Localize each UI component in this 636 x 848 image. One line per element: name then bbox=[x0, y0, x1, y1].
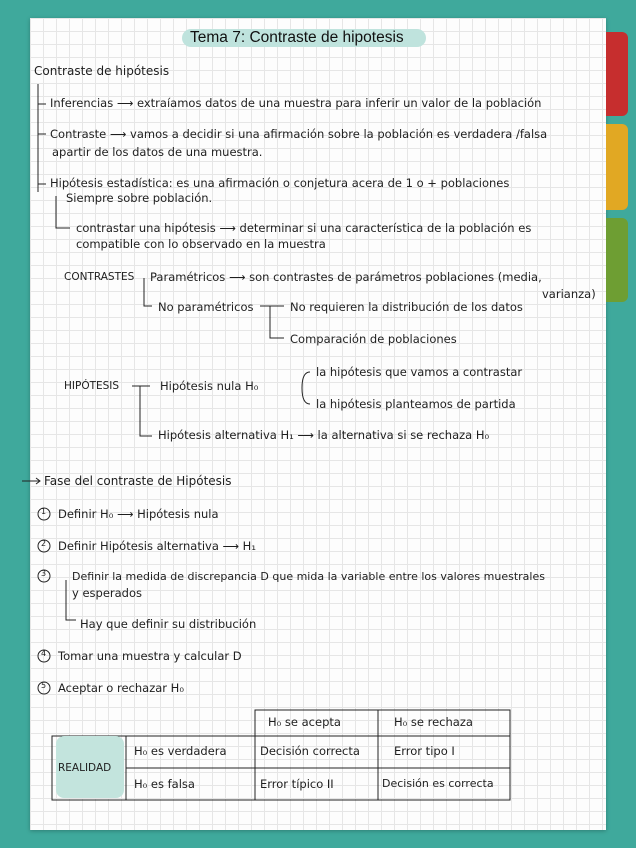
no-parametricos: No paramétricos bbox=[158, 300, 254, 314]
fase-heading: Fase del contraste de Hipótesis bbox=[44, 474, 232, 488]
step-4: Tomar una muestra y calcular D bbox=[58, 649, 242, 663]
hipotesis-line-1: Hipótesis estadística: es una afirmación o conjetura acera de 1 o + poblaciones bbox=[50, 176, 510, 190]
step-2-num: 2 bbox=[41, 539, 47, 548]
step-3-num: 3 bbox=[41, 569, 47, 578]
step-3b: Hay que definir su distribución bbox=[80, 617, 257, 631]
step-5: Aceptar o rechazar H₀ bbox=[58, 681, 184, 695]
inferencias-line: Inferencias ⟶ extraíamos datos de una muestra para inferir un valor de la población bbox=[50, 96, 542, 110]
contrastes-label: CONTRASTES bbox=[64, 271, 135, 283]
table-r1-label: H₀ es verdadera bbox=[134, 744, 227, 758]
step-1-num: 1 bbox=[41, 507, 47, 516]
table-r1c2: Error tipo I bbox=[394, 744, 455, 758]
contraste-line-2: apartir de los datos de una muestra. bbox=[52, 145, 263, 159]
step-4-num: 4 bbox=[41, 649, 47, 658]
table-r2c2: Decisión es correcta bbox=[382, 777, 494, 790]
table-col-accept: H₀ se acepta bbox=[268, 715, 341, 729]
table-row-label: REALIDAD bbox=[58, 762, 112, 774]
nula-brace bbox=[302, 372, 310, 404]
hipotesis-label: HIPÓTESIS bbox=[64, 380, 120, 392]
step-3-line-2: y esperados bbox=[72, 586, 143, 600]
table-col-reject: H₀ se rechaza bbox=[394, 715, 473, 729]
table-r2-label: H₀ es falsa bbox=[134, 777, 195, 791]
contraste-line-1: Contraste ⟶ vamos a decidir si una afirmación sobre la población es verdadera /falsa bbox=[50, 127, 548, 141]
parametricos-line-2: varianza) bbox=[542, 287, 596, 301]
step-1: Definir H₀ ⟶ Hipótesis nula bbox=[58, 507, 219, 521]
section-heading: Contraste de hipótesis bbox=[34, 64, 170, 78]
nula-a: la hipótesis que vamos a contrastar bbox=[316, 365, 523, 379]
hipotesis-line-2: Siempre sobre población. bbox=[66, 191, 213, 205]
contrastar-line-2: compatible con lo observado en la muestra bbox=[76, 237, 326, 251]
no-param-a: No requieren la distribución de los datos bbox=[290, 300, 523, 314]
parametricos-line: Paramétricos ⟶ son contrastes de parámetros poblaciones (media, bbox=[150, 270, 542, 284]
step-2: Definir Hipótesis alternativa ⟶ H₁ bbox=[58, 539, 256, 553]
no-param-b: Comparación de poblaciones bbox=[290, 332, 457, 346]
hipotesis-alternativa: Hipótesis alternativa H₁ ⟶ la alternativa si se rechaza H₀ bbox=[158, 428, 490, 442]
nula-b: la hipótesis planteamos de partida bbox=[316, 397, 516, 411]
step-3: Definir la medida de discrepancia D que mida la variable entre los valores muestrales bbox=[72, 570, 545, 583]
contrastar-line-1: contrastar una hipótesis ⟶ determinar si una característica de la población es bbox=[76, 221, 532, 235]
page-title: Tema 7: Contraste de hipotesis bbox=[190, 29, 404, 46]
hipotesis-nula: Hipótesis nula H₀ bbox=[160, 379, 259, 393]
table-r2c1: Error típico II bbox=[260, 777, 334, 791]
step-5-num: 5 bbox=[41, 681, 47, 690]
branch-hipotesis-types bbox=[132, 386, 152, 436]
branch-no-param-split bbox=[260, 306, 284, 338]
table-r1c1: Decisión correcta bbox=[260, 744, 360, 758]
